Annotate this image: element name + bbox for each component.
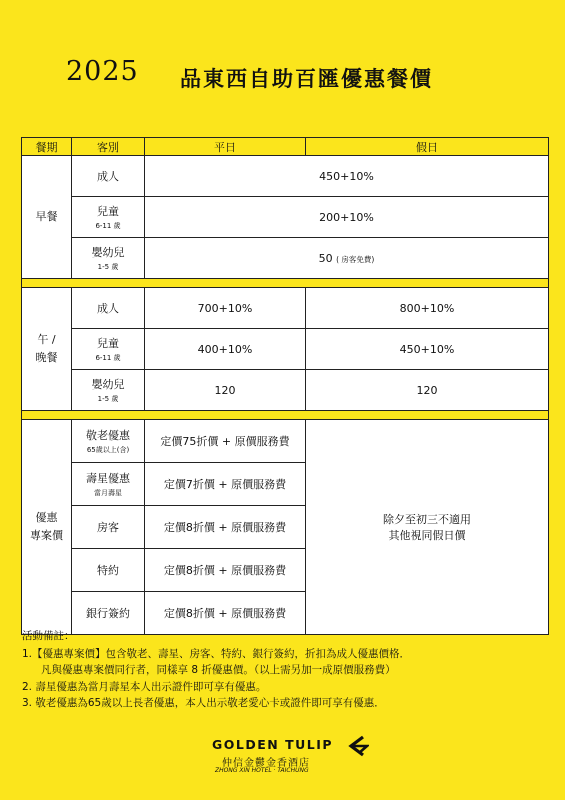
- weekday-price-cell: 120: [145, 370, 306, 411]
- note-item-2: 2. 壽星優惠為當月壽星本人出示證件即可享有優惠。: [22, 680, 267, 693]
- note-item-3: 3. 敬老優惠為65歲以上長者優惠，本人出示敬老愛心卡或證件即可享有優惠．: [22, 697, 385, 709]
- note-item-1: 1.【優惠專案價】包含敬老、壽星、房客、特約、銀行簽約，折扣為成人優惠價格．: [22, 647, 411, 660]
- guest-cell: 銀行簽約: [72, 592, 145, 635]
- weekday-price-cell: 定價7折價 + 原價服務費: [145, 463, 306, 506]
- logo-chinese-name: 仲信金鬱金香酒店: [222, 758, 310, 769]
- table-row: [22, 329, 549, 370]
- guest-cell: 兒童 6-11 歲: [72, 197, 145, 238]
- guest-cell: 特約: [72, 549, 145, 592]
- meal-breakfast: 早餐: [22, 156, 72, 279]
- weekday-price-cell: 700+10%: [145, 288, 306, 329]
- header-meal: 餐期: [22, 138, 72, 156]
- meal-promo: 優惠 專案價: [22, 420, 72, 635]
- weekday-price-cell: 定價75折價 + 原價服務費: [145, 420, 306, 463]
- table-gap: [22, 411, 549, 420]
- notes: [22, 628, 552, 712]
- hotel-logo: [212, 737, 372, 777]
- table-row: [22, 288, 549, 329]
- weekday-price-cell: 400+10%: [145, 329, 306, 370]
- golden-tulip-logo-icon: [343, 733, 369, 759]
- note-item-1-continued: 凡與優惠專案價同行者，同樣享 8 折優惠價。（以上需另加一成原價服務費）: [41, 664, 396, 676]
- title-year: 2025: [66, 56, 139, 87]
- price-cell: 200+10%: [145, 197, 549, 238]
- notes-heading: 活動備註：: [22, 630, 75, 642]
- holiday-promo-note: 除夕至初三不適用 其他視同假日價: [306, 420, 549, 635]
- table-row: [22, 197, 549, 238]
- guest-cell: 壽星優惠 當月壽星: [72, 463, 145, 506]
- weekday-price-cell: 定價8折價 + 原價服務費: [145, 506, 306, 549]
- price-cell: 450+10%: [145, 156, 549, 197]
- logo-english-name: ZHONG XIN HOTEL · TAICHUNG: [215, 767, 309, 774]
- guest-cell: 成人: [72, 288, 145, 329]
- title-text: 品東西自助百匯優惠餐價: [180, 67, 433, 91]
- weekday-price-cell: 定價8折價 + 原價服務費: [145, 549, 306, 592]
- holiday-price-cell: 800+10%: [306, 288, 549, 329]
- guest-cell: 嬰幼兒 1-5 歲: [72, 370, 145, 411]
- table-row: [22, 420, 549, 463]
- table-row: [22, 238, 549, 279]
- guest-cell: 房客: [72, 506, 145, 549]
- weekday-price-cell: 定價8折價 + 原價服務費: [145, 592, 306, 635]
- table-gap: [22, 279, 549, 288]
- price-cell: 50 ( 房客免費): [145, 238, 549, 279]
- logo-brand: GOLDEN TULIP: [212, 737, 334, 752]
- header-weekday: 平日: [145, 138, 306, 156]
- table-header-row: [22, 138, 549, 156]
- header-guest: 客別: [72, 138, 145, 156]
- guest-cell: 成人: [72, 156, 145, 197]
- meal-lunch-dinner: 午 / 晚餐: [22, 288, 72, 411]
- holiday-price-cell: 450+10%: [306, 329, 549, 370]
- holiday-price-cell: 120: [306, 370, 549, 411]
- header-holiday: 假日: [306, 138, 549, 156]
- guest-cell: 敬老優惠 65歲以上(含): [72, 420, 145, 463]
- table-row: [22, 156, 549, 197]
- table-row: [22, 370, 549, 411]
- guest-cell: 兒童 6-11 歲: [72, 329, 145, 370]
- page-title: [0, 56, 565, 96]
- price-table: [21, 137, 549, 635]
- guest-cell: 嬰幼兒 1-5 歲: [72, 238, 145, 279]
